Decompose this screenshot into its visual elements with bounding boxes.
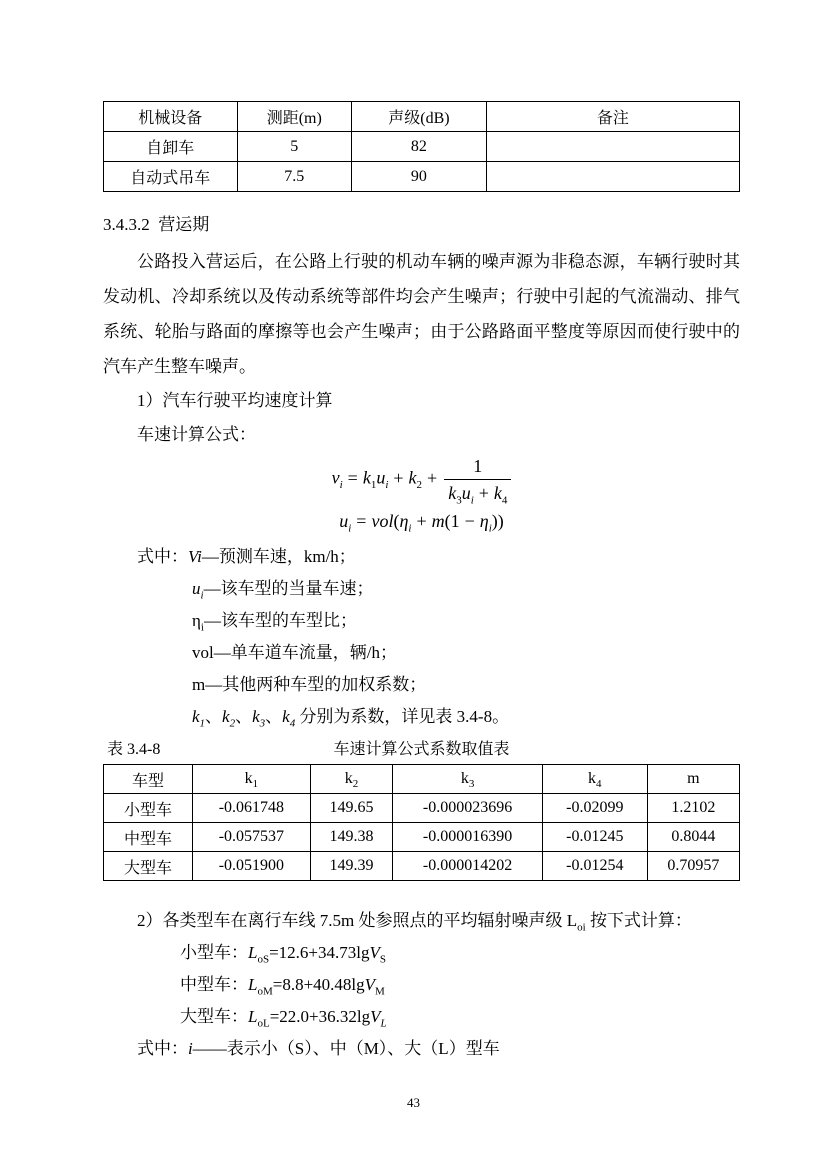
col-header-k3: $k_3$ [393, 765, 542, 794]
page-content [103, 101, 740, 1065]
math-var: η [399, 511, 409, 531]
table-cell: 自卸车 [104, 132, 238, 162]
table-caption-label: 表 3.4-8 [107, 741, 161, 758]
table-cell: -0.000023696 [393, 794, 542, 823]
coefficient-table [103, 764, 740, 881]
math-fraction [444, 454, 511, 505]
math-var: v [331, 467, 340, 488]
intro-paragraph: 公路投入营运后，在公路上行驶的机动车辆的噪声源为非稳态源，车辆行驶时其发动机、冷却系统以及传动系统等部件均会产生噪声；行驶中引起的气流湍动、排气系统、轮胎与路面的摩擦等也会产生噪声；由于公路路面平整度等原因而使行驶中的汽车产生整车噪声。 [103, 252, 740, 376]
page-number: 43 [407, 1095, 420, 1110]
where-lead: 式中： [137, 1039, 188, 1058]
table-cell: -0.051900 [193, 852, 311, 881]
math-num: 1 [450, 511, 460, 531]
where-definitions-1 [103, 541, 740, 733]
fraction-numerator: 1 [444, 454, 511, 480]
math-sub: oL [257, 1017, 270, 1030]
col-header-m: m [647, 765, 739, 794]
item2-text: 2）各类型车在离行车线 7.5m 处参照点的平均辐射噪声级 [137, 911, 567, 930]
where-line-u [103, 573, 740, 605]
table-cell: 大型车 [104, 852, 193, 881]
symbol-i: i [188, 1039, 193, 1058]
table-cell: 149.38 [310, 823, 393, 852]
math-var: k [493, 483, 502, 503]
table-cell: 7.5 [237, 162, 351, 192]
definition-text: —预测车速，km/h； [201, 547, 356, 566]
col-header-vehicle-type: 车型 [104, 765, 193, 794]
table-cell: -0.01254 [542, 852, 647, 881]
symbol-k: k [252, 707, 260, 726]
table-caption [103, 738, 740, 764]
table-caption-title: 车速计算公式系数取值表 [333, 741, 510, 758]
equivalent-speed-formula-u [103, 507, 740, 535]
definition-text: —该车型的当量车速； [203, 579, 374, 598]
math-op: − [464, 511, 475, 531]
math-sub: L [380, 1017, 387, 1030]
where-line-k [103, 701, 740, 733]
symbol-k: k [222, 707, 230, 726]
math-sub: i [339, 479, 343, 492]
symbol-L: L [248, 1007, 258, 1026]
math-sub: 2 [229, 717, 236, 730]
symbol-k: k [192, 707, 200, 726]
table-header-row [104, 765, 740, 794]
math-paren: ) [491, 511, 498, 531]
separator: 、 [265, 707, 283, 726]
formula-body: =22.0+36.32lg [269, 1007, 371, 1026]
equipment-noise-table [103, 101, 740, 192]
definition-text: 分别为系数，详见表 3.4-8。 [295, 707, 510, 726]
math-sub: i [408, 522, 412, 535]
vehicle-label: 大型车： [180, 1007, 248, 1026]
math-sub: 4 [501, 494, 508, 507]
math-var: k [448, 483, 457, 503]
where-lead: 式中： [137, 547, 188, 566]
math-op: + [393, 467, 404, 488]
symbol-V: V [370, 1007, 381, 1026]
col-header-k4: $k_4$ [542, 765, 647, 794]
col-header-distance: 测距(m) [237, 102, 351, 132]
math-op: + [427, 467, 438, 488]
col-header-k2: $k_2$ [310, 765, 393, 794]
math-var: u [376, 467, 386, 488]
col-header-equipment: 机械设备 [104, 102, 238, 132]
math-op: = [356, 511, 367, 531]
math-sub: M [375, 985, 385, 998]
where-line-v [103, 541, 740, 573]
table-cell: 1.2102 [647, 794, 739, 823]
math-sub: i [470, 494, 474, 507]
math-var: u [339, 511, 349, 531]
col-header-sound-level: 声级(dB) [352, 102, 487, 132]
table-cell: 中型车 [104, 823, 193, 852]
math-var: vol [371, 511, 394, 531]
formula-body: =8.8+40.48lg [272, 975, 365, 994]
table-cell: 0.70957 [647, 852, 739, 881]
where-definitions-2 [103, 1033, 740, 1065]
math-sub: S [379, 953, 387, 966]
table-cell: 149.65 [310, 794, 393, 823]
section-heading: 3.4.3.2 营运期 [103, 215, 210, 234]
item1-heading: 1）汽车行驶平均速度计算 [137, 391, 333, 410]
table-cell: 小型车 [104, 794, 193, 823]
table-cell: 5 [237, 132, 351, 162]
table-row [104, 132, 740, 162]
table-cell [486, 162, 739, 192]
math-sub: oM [257, 985, 273, 998]
math-paren: ( [393, 511, 400, 531]
fraction-denominator [444, 480, 511, 505]
math-var: η [479, 511, 489, 531]
table-cell: 0.8044 [647, 823, 739, 852]
math-op: + [416, 511, 427, 531]
table-cell [486, 132, 739, 162]
symbol-V: V [369, 943, 380, 962]
item2-heading [103, 905, 740, 937]
math-var: m [431, 511, 445, 531]
math-op: = [347, 467, 358, 488]
table-cell: 90 [352, 162, 487, 192]
table-cell: -0.000016390 [393, 823, 542, 852]
where-line-vol: vol—单车道车流量，辆/h； [192, 643, 397, 662]
vehicle-label: 小型车： [180, 943, 248, 962]
symbol-Vi: Vi [188, 547, 202, 566]
math-sub: oS [257, 953, 270, 966]
math-sub: oi [577, 921, 586, 934]
symbol-V: V [364, 975, 376, 994]
math-sub: 4 [289, 717, 296, 730]
item2-text: 按下式计算： [585, 911, 692, 930]
separator: 、 [235, 707, 253, 726]
speed-formula-v [103, 454, 740, 505]
math-paren: ) [497, 511, 504, 531]
radiation-formula-small [103, 937, 740, 969]
math-sub: 3 [456, 494, 462, 507]
symbol-k: k [282, 707, 290, 726]
table-row [104, 823, 740, 852]
table-cell: -0.000014202 [393, 852, 542, 881]
table-row [104, 162, 740, 192]
where-line-eta [103, 605, 740, 637]
table-cell: 149.39 [310, 852, 393, 881]
definition-text: ——表示小（S）、中（M）、大（L）型车 [192, 1039, 500, 1058]
radiation-formula-medium [103, 969, 740, 1001]
table-row [104, 794, 740, 823]
math-sub: i [200, 621, 204, 634]
math-sub: 1 [199, 717, 206, 730]
table-cell: 自动式吊车 [104, 162, 238, 192]
math-sub: 1 [370, 479, 377, 492]
symbol-eta: η [192, 611, 201, 630]
math-sub: 3 [259, 717, 266, 730]
formula-body: =12.6+34.73lg [269, 943, 370, 962]
math-sub: i [348, 522, 352, 535]
table-cell: -0.061748 [193, 794, 311, 823]
math-op: + [478, 483, 489, 503]
definition-text: —该车型的车型比； [203, 611, 357, 630]
symbol-Loi: L [566, 911, 578, 930]
table-cell: -0.02099 [542, 794, 647, 823]
math-var: k [408, 467, 417, 488]
math-sub: i [385, 479, 389, 492]
math-sub: i [200, 589, 204, 602]
table-cell: -0.057537 [193, 823, 311, 852]
symbol-ui: u [192, 579, 201, 598]
col-header-k1: $k_1$ [193, 765, 311, 794]
radiation-formula-large [103, 1001, 740, 1033]
math-paren: ( [444, 511, 451, 531]
table-cell: -0.01245 [542, 823, 647, 852]
symbol-L: L [248, 975, 258, 994]
vehicle-label: 中型车： [180, 975, 248, 994]
col-header-remark: 备注 [486, 102, 739, 132]
math-var: k [362, 467, 371, 488]
item1-subheading: 车速计算公式： [137, 425, 256, 444]
math-var: u [461, 483, 471, 503]
where-line-m: m—其他两种车型的加权系数； [192, 675, 427, 694]
separator: 、 [205, 707, 223, 726]
math-sub: 2 [416, 479, 423, 492]
math-sub: i [488, 522, 492, 535]
symbol-L: L [248, 943, 258, 962]
table-row [104, 852, 740, 881]
table-header-row [104, 102, 740, 132]
table-cell: 82 [352, 132, 487, 162]
